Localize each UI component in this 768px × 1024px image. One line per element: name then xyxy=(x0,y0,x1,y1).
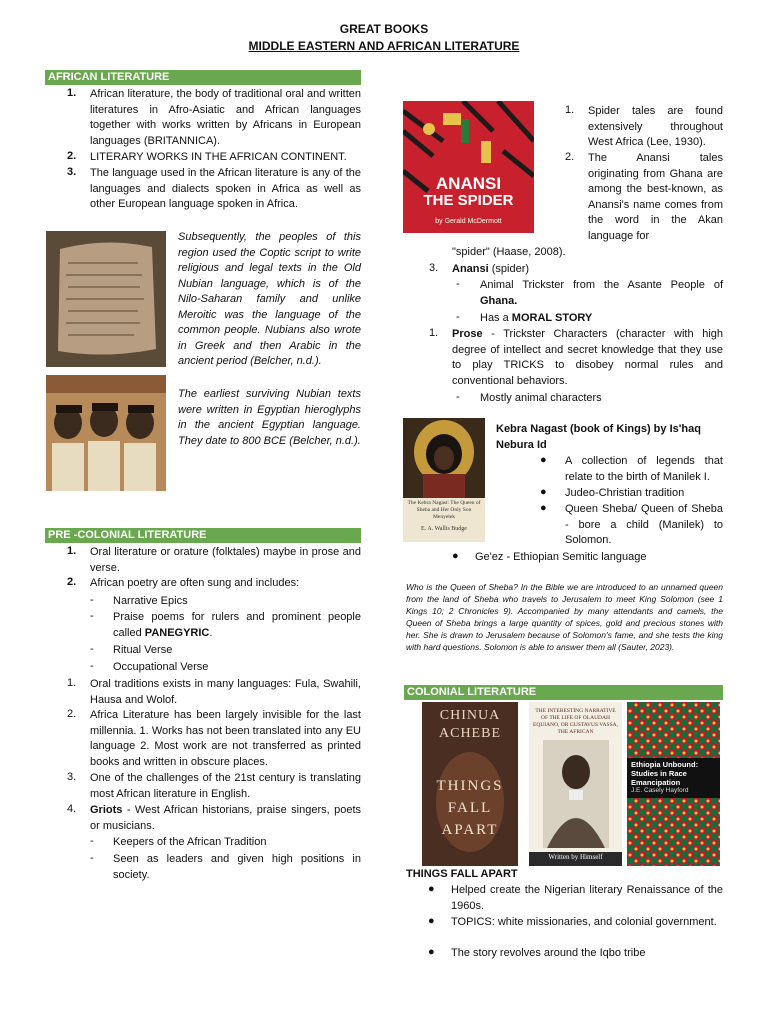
things-fall-apart-heading: THINGS FALL APART xyxy=(406,868,518,880)
bullet-marker: ● xyxy=(540,502,547,514)
list-item: Oral literature or orature (folktales) maybe in prose and verse. xyxy=(90,546,361,574)
sub-item: Narrative Epics xyxy=(113,595,188,607)
kebra-nagast-cover xyxy=(403,418,485,542)
coptic-tablet-image xyxy=(46,231,166,367)
list-item: Anansi (spider) xyxy=(452,263,530,275)
list-item: Spider tales are found extensively throughout West Africa (Lee, 1930). xyxy=(588,105,723,148)
dash-marker: - xyxy=(90,852,94,864)
ethiopia-cover-title: Ethiopia Unbound: Studies in Race Emancipation xyxy=(631,760,699,787)
dash-marker: - xyxy=(456,391,460,403)
list-item: Griots - West African historians, praise singers, poets or musicians. xyxy=(90,804,361,832)
list-number: 2. xyxy=(67,150,77,162)
panegyric-term: PANEGYRIC xyxy=(144,626,210,639)
nubian-paragraph-2: The earliest surviving Nubian texts were written in Egyptian hieroglyphs in the ancient Egyptian language. They date to 800 BCE (Belcher, n.d.). xyxy=(178,388,361,447)
list-item: LITERARY WORKS IN THE AFRICAN CONTINENT. xyxy=(90,151,347,163)
queen-of-sheba-quote: Who is the Queen of Sheba? In the Bible we are introduced to an unnamed queen from the land of Sheba who travels to Jerusalem to meet King Solomon (see 1 Kings 10; 2 Chronicles 9). Accompanied by many attendants and camels, the Queen of Sheba brings a large quantity of spices, gold and precious stones with her. She is drawn to Jerusalem because of Solomon's fame, and she tests the king with hard questions. Solomon is able to answer them all (Sauter, 2023). xyxy=(406,582,723,652)
bullet-item: A collection of legends that relate to the birth of Manilek I. xyxy=(565,455,723,483)
equiano-cover-footer: Written by Himself xyxy=(548,853,603,861)
ethiopia-cover-author: J.E. Casely Hayford xyxy=(631,787,689,794)
anansi-cover-title: ANANSI xyxy=(435,174,502,193)
bullet-item: Helped create the Nigerian literary Renaissance of the 1960s. xyxy=(451,884,723,912)
sub-item: Animal Trickster from the Asante People of Ghana. xyxy=(480,279,723,307)
equiano-cover-title: THE INTERESTING NARRATIVE OF THE LIFE OF OLAUDAH EQUIANO, OR GUSTAVUS VASSA, THE AFRICAN xyxy=(533,708,618,735)
list-item: Oral traditions exists in many languages: Fula, Swahili, Hausa and Wolof. xyxy=(90,678,361,706)
bullet-marker: ● xyxy=(452,550,459,562)
dash-marker: - xyxy=(90,610,94,622)
bullet-item: TOPICS: white missionaries, and colonial government. xyxy=(451,916,717,928)
list-item: The Anansi tales originating from Ghana are among the best-known, as Anansi's name comes from the word in the Akan language for xyxy=(588,152,723,242)
griots-term: Griots xyxy=(90,804,123,816)
list-number: 1. xyxy=(67,87,77,99)
list-item: African literature, the body of traditional oral and written literatures in Afro-Asiatic and African languages together with works written by Africans in European languages (BRITANNICA). xyxy=(90,88,361,147)
dash-marker: - xyxy=(90,835,94,847)
dash-marker: - xyxy=(90,660,94,672)
page-subtitle: MIDDLE EASTERN AND AFRICAN LITERATURE xyxy=(248,39,520,53)
sub-item: Seen as leaders and given high positions in society. xyxy=(113,853,361,881)
kebra-cover-text: The Kebra Nagast: The Queen of Sheba and Her Only Son Menyelek xyxy=(407,500,481,520)
list-number: 1. xyxy=(429,327,439,339)
sub-item: Mostly animal characters xyxy=(480,392,602,404)
tfa-title-line1: THINGS xyxy=(436,778,504,794)
list-item: Africa Literature has been largely invisible for the last millennia. 1. Works has not been translated into any EU language 2. Most work are not transferred as printed books and written in obscure places. xyxy=(90,709,361,768)
anansi-term: Anansi xyxy=(452,263,489,275)
kebra-heading: Kebra Nagast (book of Kings) by Is'haq Nebura Id xyxy=(496,423,701,451)
equiano-book-cover xyxy=(529,702,622,866)
anansi-cover-subtitle: THE SPIDER xyxy=(423,192,514,209)
section-heading-african-literature: AFRICAN LITERATURE xyxy=(45,70,361,85)
list-number: 3. xyxy=(67,166,77,178)
tfa-author-last: ACHEBE xyxy=(439,726,501,741)
tfa-author-first: CHINUA xyxy=(439,708,501,723)
kebra-cover-author: E. A. Wallis Budge xyxy=(421,526,467,532)
bullet-marker: ● xyxy=(540,486,547,498)
list-number: 1. xyxy=(565,104,575,116)
section-heading-precolonial: PRE -COLONIAL LITERATURE xyxy=(45,528,361,543)
list-number: 1. xyxy=(67,677,77,689)
ethiopia-unbound-cover xyxy=(627,702,720,866)
bullet-item: The story revolves around the Iqbo tribe xyxy=(451,947,646,959)
dash-marker: - xyxy=(456,278,460,290)
list-item-continued: "spider" (Haase, 2008). xyxy=(452,246,566,258)
bullet-marker: ● xyxy=(540,454,547,466)
list-number: 4. xyxy=(67,803,77,815)
bullet-item: Queen Sheba/ Queen of Sheba - bore a child (Manilek) to Solomon. xyxy=(565,503,723,546)
nubian-paragraph-1: Subsequently, the peoples of this region used the Coptic script to write religious and legal texts in the Old Nubian language, which is of the Nilo-Saharan family and unlike Meroitic was the language of the common people. Nubians also wrote in Greek and then Arabic in the ancient period (Belcher, n.d.). xyxy=(178,231,361,367)
list-number: 2. xyxy=(565,151,575,163)
sub-item: Ritual Verse xyxy=(113,644,173,656)
list-number: 1. xyxy=(67,545,77,557)
list-item: African poetry are often sung and includes: xyxy=(90,577,300,589)
list-item: Prose - Trickster Characters (character with high degree of intellect and secret knowledge that they use to play TRICKS to disobey normal rules and conventional behaviors. xyxy=(452,328,723,387)
list-number: 2. xyxy=(67,576,77,588)
anansi-book-cover xyxy=(403,101,534,233)
sub-item: Praise poems for rulers and prominent people called PANEGYRIC. xyxy=(113,611,361,639)
page-title: GREAT BOOKS xyxy=(339,22,429,36)
list-number: 3. xyxy=(429,262,439,274)
sub-item: Occupational Verse xyxy=(113,661,209,673)
tfa-title-line2: FALL xyxy=(447,800,493,816)
dash-marker: - xyxy=(90,594,94,606)
tfa-title-line3: APART xyxy=(441,822,499,838)
section-heading-colonial: COLONIAL LITERATURE xyxy=(404,685,723,700)
bullet-item: Judeo-Christian tradition xyxy=(565,487,685,499)
things-fall-apart-cover xyxy=(422,702,518,866)
bullet-marker: ● xyxy=(428,915,435,927)
bullet-marker: ● xyxy=(428,946,435,958)
bullet-marker: ● xyxy=(428,883,435,895)
dash-marker: - xyxy=(90,643,94,655)
sub-item: Has a MORAL STORY xyxy=(480,312,593,324)
list-number: 2. xyxy=(67,708,77,720)
dash-marker: - xyxy=(456,311,460,323)
list-number: 3. xyxy=(67,771,77,783)
nubian-painting-image xyxy=(46,375,166,491)
bullet-item: Ge'ez - Ethiopian Semitic language xyxy=(475,551,647,563)
prose-term: Prose xyxy=(452,328,483,340)
sub-item: Keepers of the African Tradition xyxy=(113,836,267,848)
anansi-cover-author: by Gerald McDermott xyxy=(435,218,502,225)
list-item: The language used in the African literature is any of the languages and dialects spoken in Africa as well as other European language spoken in Africa. xyxy=(90,167,361,210)
list-item: One of the challenges of the 21st century is translating most African literature in English. xyxy=(90,772,361,800)
